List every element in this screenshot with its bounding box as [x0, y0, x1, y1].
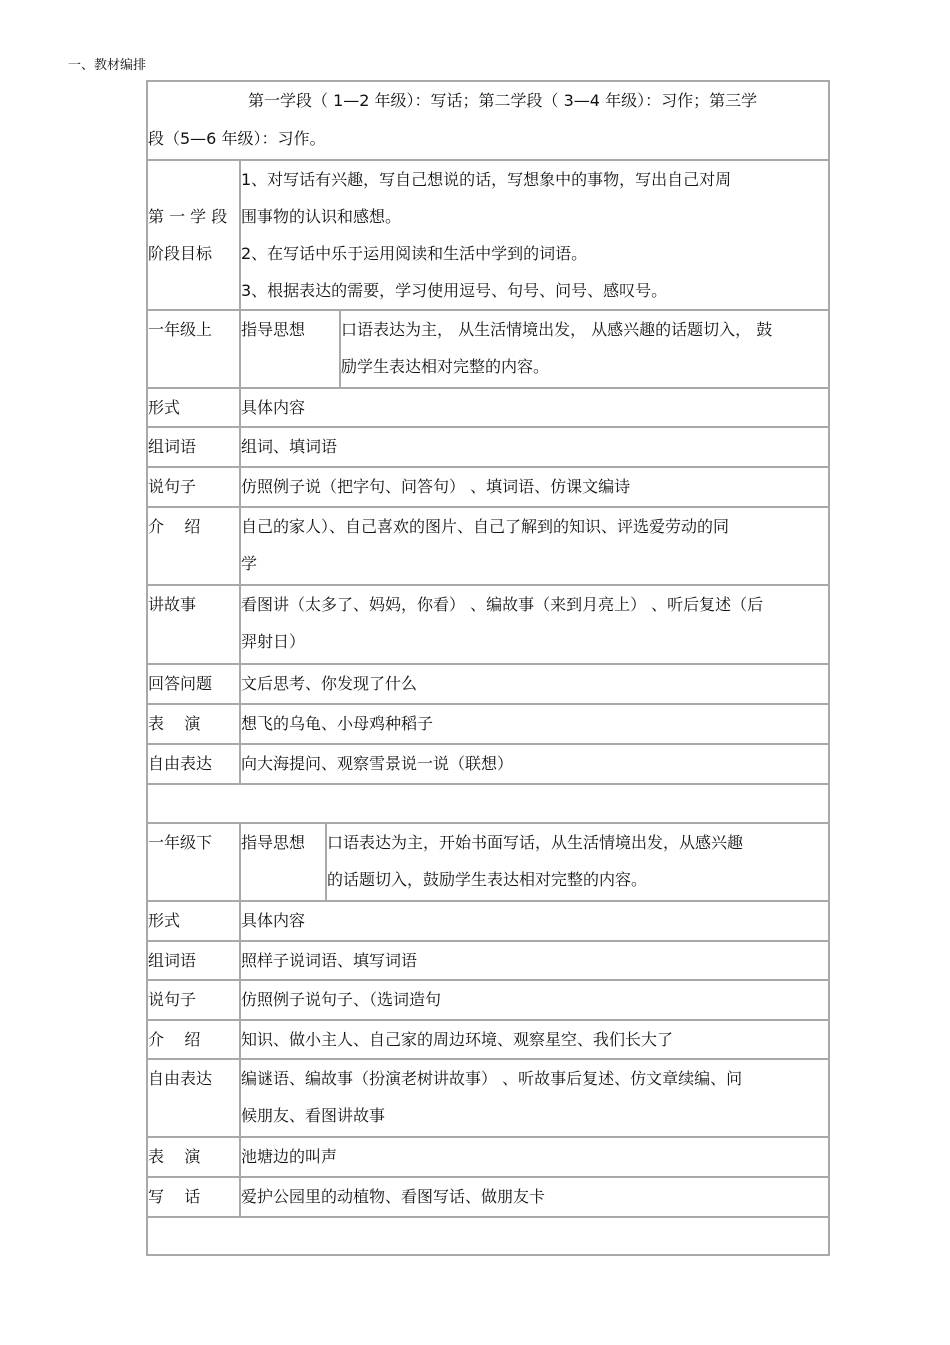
table-row: 说句子 仿照例子说（把字句、问答句） 、填词语、仿课文编诗 — [146, 466, 830, 506]
curriculum-table — [146, 80, 830, 1256]
section-heading: 一、教材编排 — [68, 58, 147, 73]
goal-item: 围事物的认识和感想。 — [241, 207, 402, 226]
grade1a-guide-row — [146, 309, 830, 387]
table-row: 形式 具体内容 — [146, 900, 830, 940]
table-row: 组词语 组词、填词语 — [146, 426, 830, 466]
guide-text: 口语表达为主，开始书面写话，从生活情境出发，从感兴趣 的话题切入，鼓励学生表达相对完整的内容。 — [327, 833, 744, 889]
grade-label: 一年级下 — [148, 824, 241, 900]
table-row: 介 绍 自己的家人）、自己喜欢的图片、自己了解到的知识、评选爱劳动的同 学 — [146, 506, 830, 584]
goals-list — [241, 161, 828, 309]
goal-item: 3、根据表达的需要，学习使用逗号、句号、问号、感叹号。 — [241, 281, 668, 300]
table-row: 自由表达 向大海提问、观察雪景说一说（联想） — [146, 743, 830, 783]
goals-label: 第 一 学 段 阶段目标 — [148, 161, 241, 309]
grade-label: 一年级上 — [148, 311, 241, 387]
spacer-row — [146, 783, 830, 822]
table-row: 组词语 照样子说词语、填写词语 — [146, 940, 830, 979]
table-row: 表 演 池塘边的叫声 — [146, 1136, 830, 1176]
spacer-row — [146, 1216, 830, 1256]
table-row: 形式 具体内容 — [146, 387, 830, 426]
grade1b-guide-row — [146, 822, 830, 900]
table-row: 说句子 仿照例子说句子、（选词造句 — [146, 979, 830, 1019]
goal-item: 1、对写话有兴趣，写自己想说的话，写想象中的事物，写出自己对周 — [241, 170, 732, 189]
table-row: 写 话 爱护公园里的动植物、看图写话、做朋友卡 — [146, 1176, 830, 1216]
intro-row — [146, 80, 830, 159]
table-row: 讲故事 看图讲（太多了、妈妈，你看） 、编故事（来到月亮上） 、听后复述（后 羿射日） — [146, 584, 830, 663]
guide-text: 口语表达为主， 从生活情境出发， 从感兴趣的话题切入， 鼓 励学生表达相对完整的内容。 — [341, 320, 773, 376]
guide-label: 指导思想 — [241, 311, 341, 387]
table-row: 介 绍 知识、做小主人、自己家的周边环境、观察星空、我们长大了 — [146, 1019, 830, 1058]
table-row: 回答问题 文后思考、你发现了什么 — [146, 663, 830, 703]
goal-item: 2、在写话中乐于运用阅读和生活中学到的词语。 — [241, 244, 588, 263]
guide-label: 指导思想 — [241, 824, 327, 900]
intro-text: 第一学段（ 1—2 年级）：写话；第二学段（ 3—4 年级）：习作；第三学 段（5—6 年级）：习作。 — [148, 91, 758, 148]
table-row: 自由表达 编谜语、编故事（扮演老树讲故事） 、听故事后复述、仿文章续编、问 候朋友、看图讲故事 — [146, 1058, 830, 1136]
table-row: 表 演 想飞的乌龟、小母鸡种稻子 — [146, 703, 830, 743]
goals-row — [146, 159, 830, 309]
